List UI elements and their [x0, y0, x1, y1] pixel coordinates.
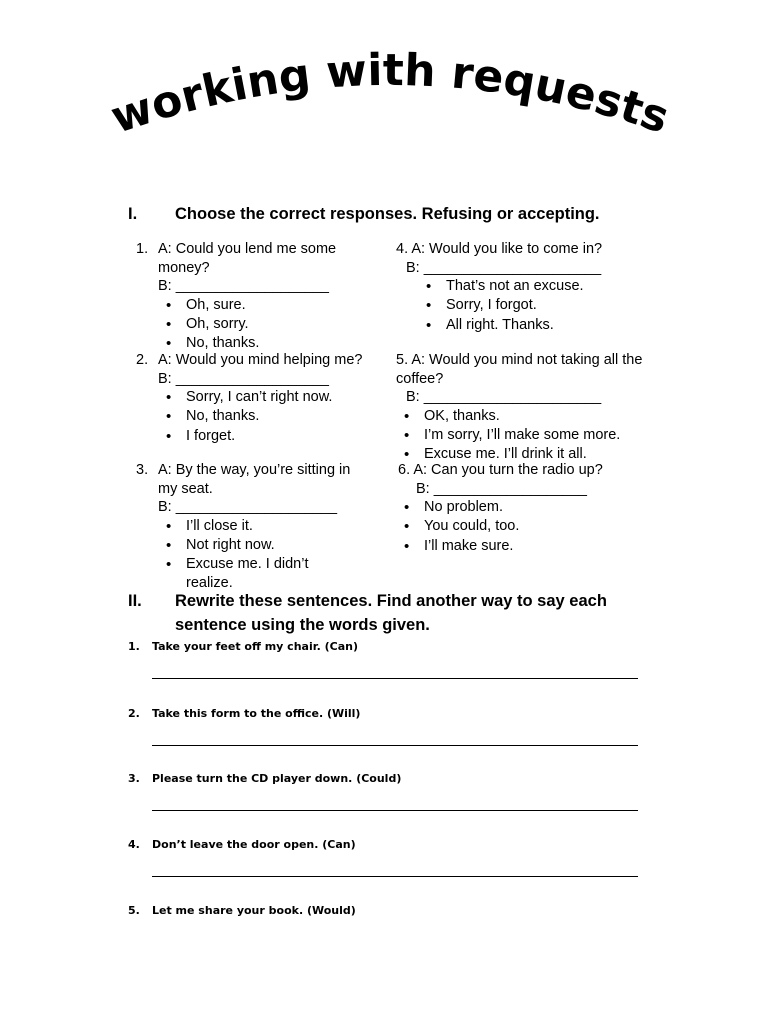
- question-number: 5.: [396, 352, 409, 368]
- item-sentence: Take your feet off my chair. (Can): [152, 640, 358, 653]
- options-list: [396, 277, 646, 335]
- section-1-title: Choose the correct responses. Refusing or accepting.: [175, 205, 600, 223]
- question-prompt: A: Could you lend me some money?: [158, 241, 337, 276]
- question-prompt-text: A: Would you mind not taking all the coffee?: [396, 352, 643, 387]
- section-1-numeral: I.: [128, 205, 138, 223]
- option-item: • I’ll close it.: [158, 517, 316, 536]
- option-item: • I’ll make sure.: [396, 537, 646, 556]
- svg-text:working with requests: [105, 45, 675, 144]
- options-list: [136, 388, 376, 446]
- option-item: • No problem.: [396, 498, 646, 517]
- option-item: • Excuse me. I’ll drink it all.: [396, 445, 656, 464]
- question-prompt-text: A: Can you turn the radio up?: [413, 462, 603, 478]
- option-item: • Sorry, I forgot.: [418, 296, 646, 315]
- section-2-title-line-1: Rewrite these sentences. Find another way to say each: [175, 592, 607, 610]
- option-item: • You could, too.: [396, 517, 646, 536]
- option-item: • OK, thanks.: [396, 407, 656, 426]
- option-item: • No, thanks.: [158, 407, 376, 426]
- answer-line: [152, 678, 638, 679]
- options-list: [396, 407, 656, 465]
- answer-line: [152, 745, 638, 746]
- answer-blank: B: ______________________: [406, 389, 602, 405]
- options-list: [136, 517, 316, 594]
- answer-blank: B: ___________________: [416, 480, 587, 497]
- section-2-numeral: II.: [128, 592, 142, 610]
- question-prompt: A: By the way, you’re sitting in my seat.: [158, 462, 351, 497]
- question-2: [136, 351, 376, 446]
- option-item: • Not right now.: [158, 536, 316, 555]
- question-3: [136, 461, 366, 594]
- question-prompt: [398, 461, 646, 480]
- question-1: [136, 240, 366, 353]
- section-2-title-line-2: sentence using the words given.: [175, 616, 430, 634]
- worksheet-title: [80, 40, 700, 160]
- question-prompt: [396, 240, 646, 259]
- item-sentence: Please turn the CD player down. (Could): [152, 772, 402, 785]
- question-4: [396, 240, 646, 335]
- question-number: 4.: [396, 241, 409, 257]
- question-6: [396, 461, 646, 556]
- option-item: • Sorry, I can’t right now.: [158, 388, 376, 407]
- options-list: [136, 296, 366, 354]
- item-sentence: Let me share your book. (Would): [152, 904, 356, 917]
- item-number: 3.: [128, 772, 140, 785]
- question-number: 3.: [136, 462, 149, 478]
- option-item: • I’m sorry, I’ll make some more.: [396, 426, 656, 445]
- answer-blank: B: ___________________: [158, 370, 329, 387]
- question-prompt: A: Would you mind helping me?: [158, 352, 363, 368]
- option-item: • Oh, sure.: [158, 296, 366, 315]
- answer-blank: B: ______________________: [406, 259, 602, 276]
- options-list: [396, 498, 646, 556]
- option-item: • Oh, sorry.: [158, 315, 366, 334]
- item-number: 4.: [128, 838, 140, 851]
- question-prompt: [396, 351, 656, 388]
- answer-blank: B: ____________________: [158, 499, 338, 515]
- option-item: • That’s not an excuse.: [418, 277, 646, 296]
- option-item: • I forget.: [158, 427, 376, 446]
- item-sentence: Don’t leave the door open. (Can): [152, 838, 356, 851]
- answer-line: [152, 810, 638, 811]
- option-item: • Excuse me. I didn’t realize.: [158, 555, 326, 594]
- option-item: • All right. Thanks.: [418, 316, 646, 335]
- item-number: 1.: [128, 640, 140, 653]
- question-number: 6.: [398, 462, 411, 478]
- question-number: 2.: [136, 352, 149, 368]
- answer-line: [152, 876, 638, 877]
- question-number: 1.: [136, 241, 149, 257]
- answer-blank: B: ___________________: [158, 278, 329, 294]
- item-number: 2.: [128, 707, 140, 720]
- question-5: [396, 351, 656, 464]
- option-item: • No, thanks.: [158, 334, 366, 353]
- item-sentence: Take this form to the office. (Will): [152, 707, 361, 720]
- question-prompt-text: A: Would you like to come in?: [411, 241, 603, 257]
- item-number: 5.: [128, 904, 140, 917]
- title-text: working with requests: [104, 44, 676, 144]
